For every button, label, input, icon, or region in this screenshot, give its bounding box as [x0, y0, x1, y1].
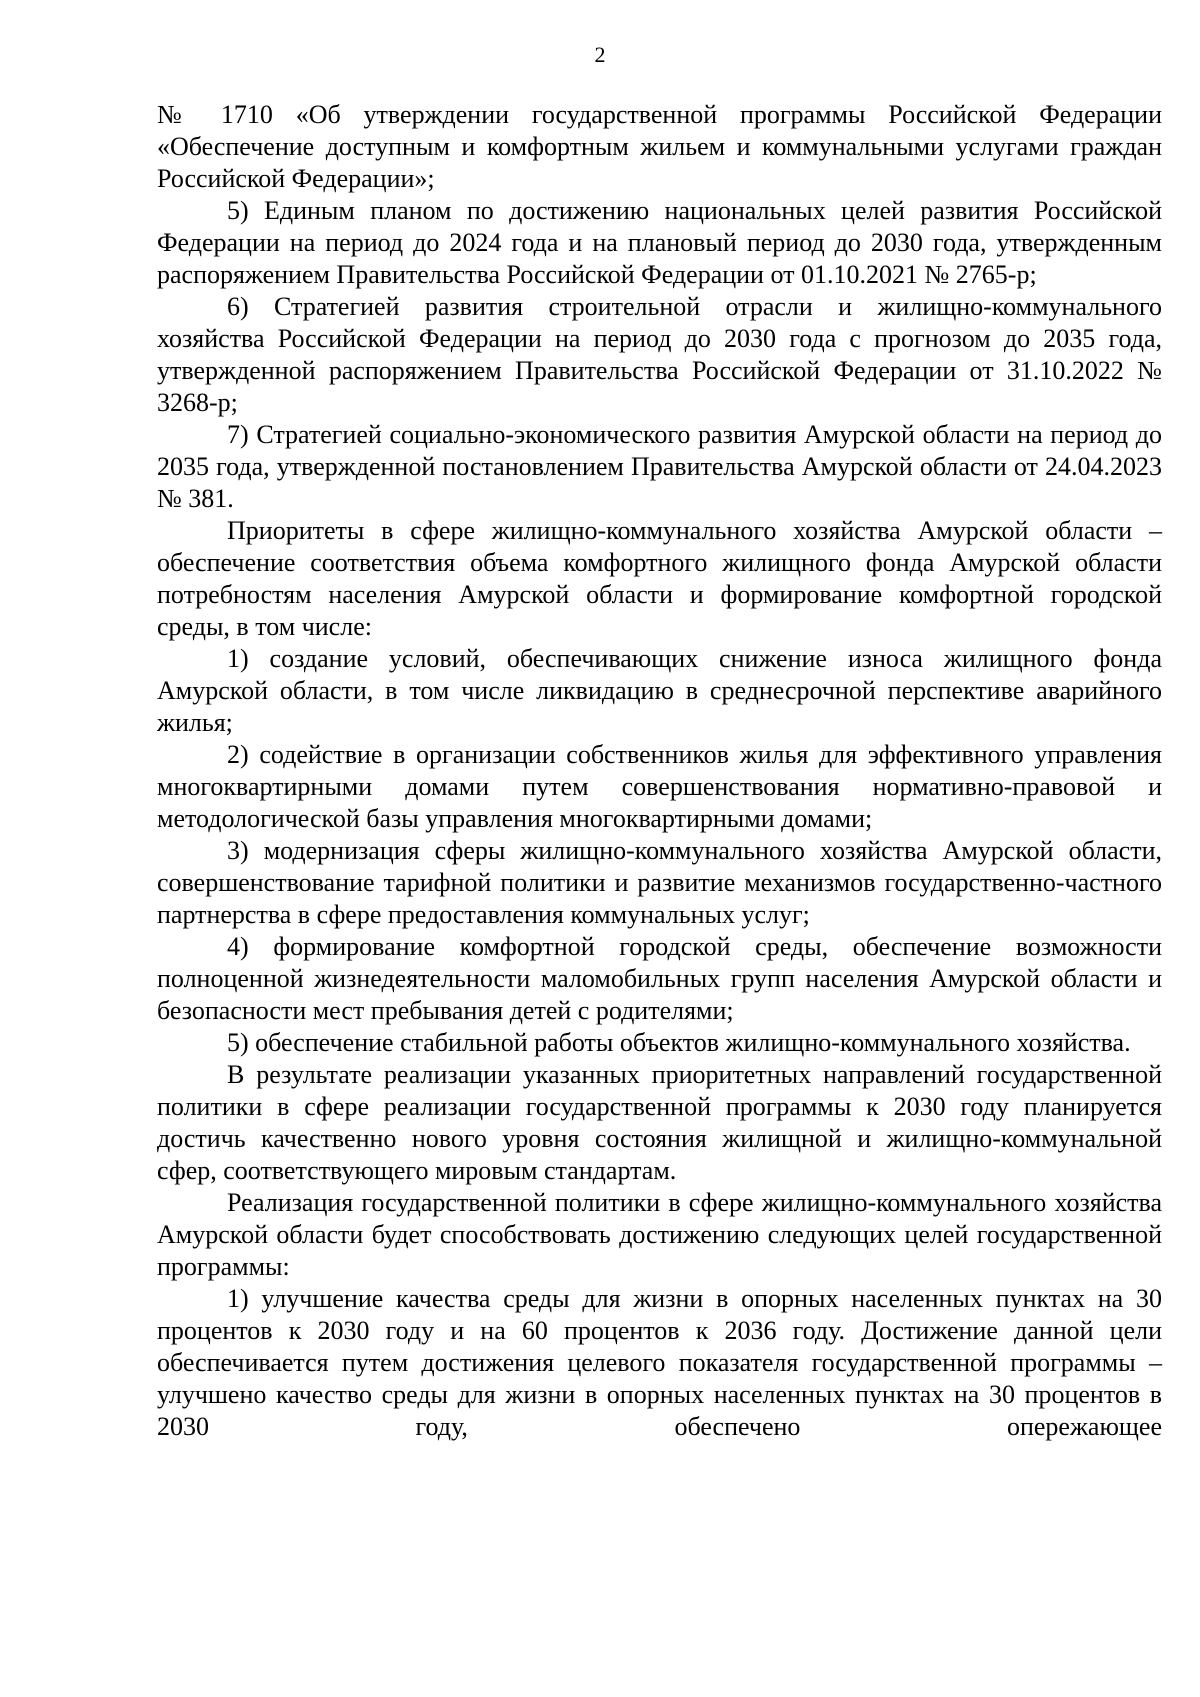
paragraph-6: 1) создание условий, обеспечивающих снижение износа жилищного фонда Амурской области, в том числе ликвидацию в среднесрочной перспективе аварийного жилья;: [157, 644, 1162, 737]
paragraph-1: № 1710 «Об утверждении государственной программы Российской Федерации «Обеспечение доступным и комфортным жильем и коммунальными услугами граждан Российской Федерации»;: [157, 100, 1162, 193]
paragraph-8: 3) модернизация сферы жилищно-коммунального хозяйства Амурской области, совершенствование тарифной политики и развитие механизмов государственно-частного партнерства в сфере предоставления коммунальных услуг;: [157, 836, 1162, 929]
paragraph-9: 4) формирование комфортной городской среды, обеспечение возможности полноценной жизнедеятельности маломобильных групп населения Амурской области и безопасности мест пребывания детей с родителями;: [157, 932, 1162, 1025]
paragraph-3: 6) Стратегией развития строительной отрасли и жилищно-коммунального хозяйства Российской Федерации на период до 2030 года с прогнозом до 2035 года, утвержденной распоряжением Правительства Российской Федерации от 31.10.2022 № 3268-р;: [157, 292, 1162, 417]
paragraph-5: Приоритеты в сфере жилищно-коммунального хозяйства Амурской области – обеспечение соответствия объема комфортного жилищного фонда Амурской области потребностям населения Амурской области и формирование комфортной городской среды, в том числе:: [157, 516, 1162, 641]
paragraph-12: Реализация государственной политики в сфере жилищно-коммунального хозяйства Амурской области будет способствовать достижению следующих целей государственной программы:: [157, 1188, 1162, 1281]
paragraph-11: В результате реализации указанных приоритетных направлений государственной политики в сфере реализации государственной программы к 2030 году планируется достичь качественно нового уровня состояния жилищной и жилищно-коммунальной сфер, соответствующего мировым стандартам.: [157, 1060, 1162, 1185]
paragraph-10: 5) обеспечение стабильной работы объектов жилищно-коммунального хозяйства.: [227, 1028, 1131, 1057]
paragraph-13: 1) улучшение качества среды для жизни в опорных населенных пунктах на 30 процентов к 2030 году и на 60 процентов к 2036 году. Достижение данной цели обеспечивается путем достижения целевого показателя государственной программы – улучшено качество среды для жизни в опорных населенных пунктах на 30 процентов в 2030 году, обеспечено опережающее: [157, 1284, 1162, 1441]
paragraph-7: 2) содействие в организации собственников жилья для эффективного управления многоквартирными домами путем совершенствования нормативно-правовой и методологической базы управления многоквартирными домами;: [157, 740, 1162, 833]
document-body: [157, 99, 1162, 1443]
paragraph-4: 7) Стратегией социально-экономического развития Амурской области на период до 2035 года, утвержденной постановлением Правительства Амурской области от 24.04.2023 № 381.: [157, 420, 1162, 513]
paragraph-2: 5) Единым планом по достижению национальных целей развития Российской Федерации на период до 2024 года и на плановый период до 2030 года, утвержденным распоряжением Правительства Российской Федерации от 01.10.2021 № 2765-р;: [157, 196, 1162, 289]
page-number: 2: [594, 42, 606, 67]
